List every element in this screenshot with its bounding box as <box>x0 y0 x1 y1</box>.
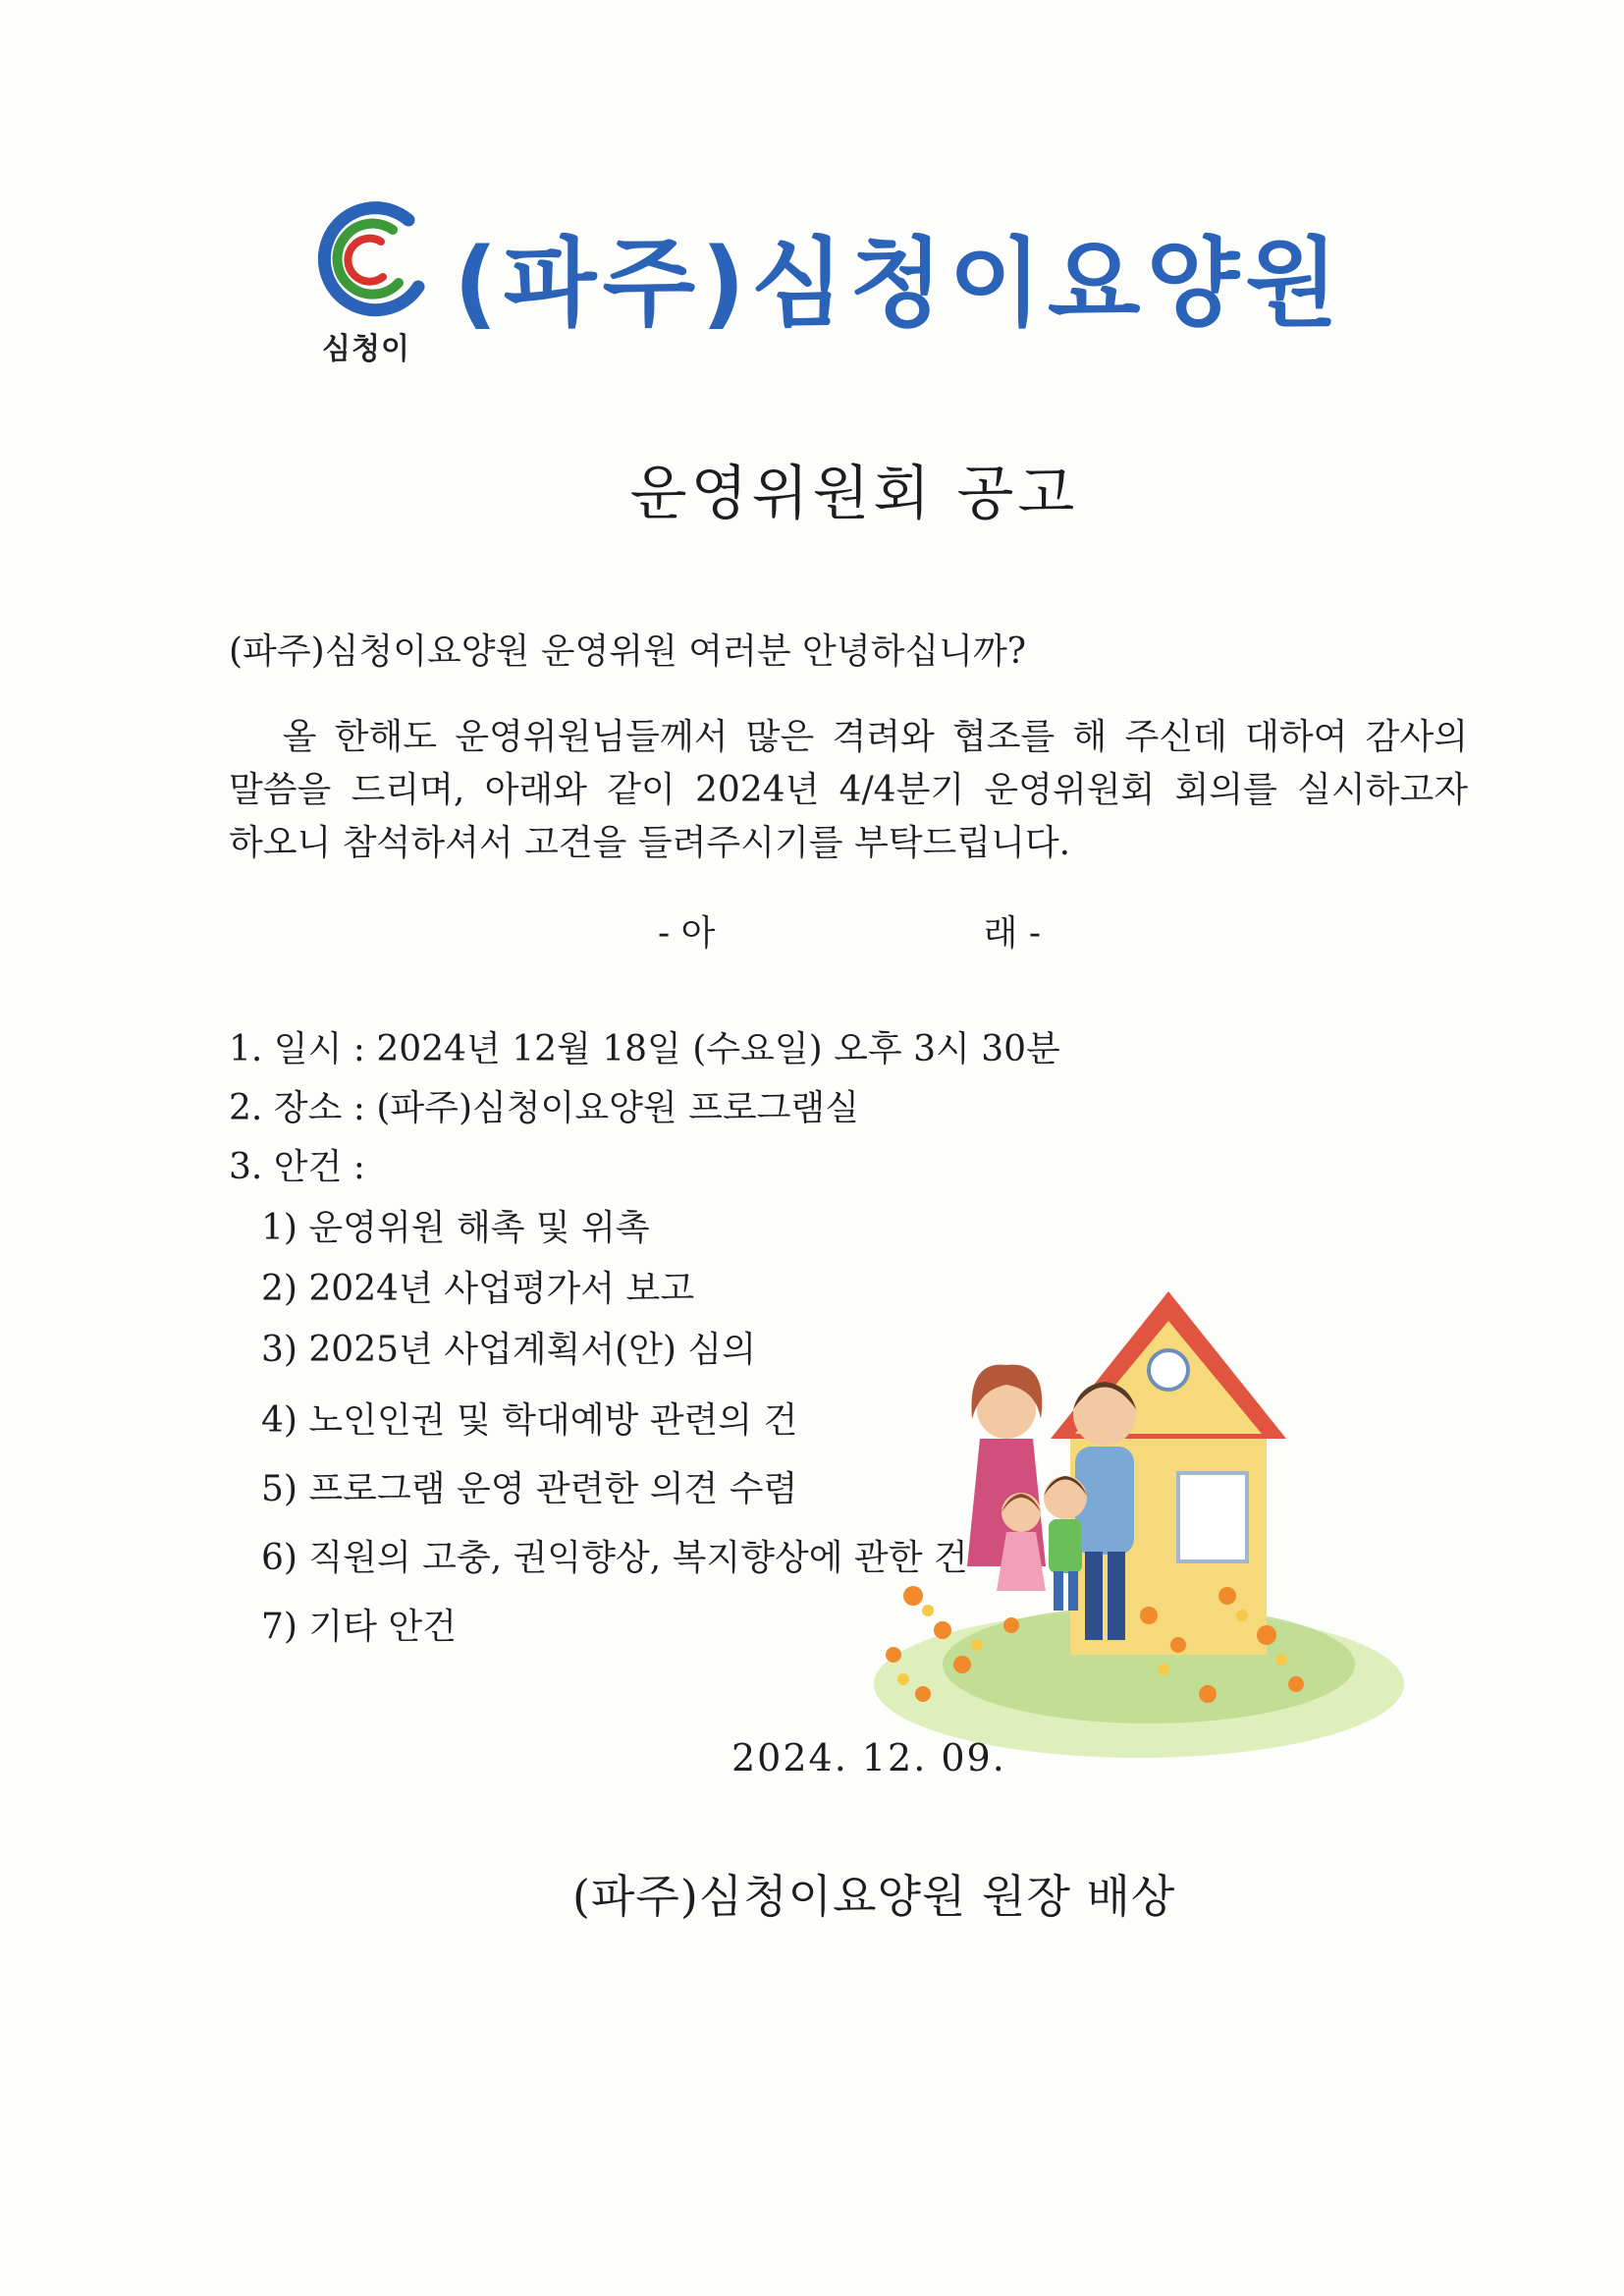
note-heading-left: - 아 <box>658 913 716 954</box>
item-agenda-heading: 3. 안건 : <box>229 1147 365 1187</box>
note-heading <box>658 905 1041 956</box>
agenda-item: 2) 2024년 사업평가서 보고 <box>261 1269 695 1309</box>
item-location: 2. 장소 : (파주)심청이요양원 프로그램실 <box>229 1088 859 1128</box>
announcement-date: 2024. 12. 09. <box>731 1736 1006 1779</box>
item-datetime: 1. 일시 : 2024년 12월 18일 (수요일) 오후 3시 30분 <box>229 1029 1060 1069</box>
agenda-item: 5) 프로그램 운영 관련한 의견 수렴 <box>261 1469 798 1509</box>
body-line: 올 한해도 운영위원님들께서 많은 격려와 협조를 해 주신데 대하여 감사의 <box>229 717 1468 757</box>
greeting-text: (파주)심청이요양원 운영위원 여러분 안녕하십니까? <box>229 631 1027 672</box>
agenda-item: 3) 2025년 사업계획서(안) 심의 <box>261 1330 756 1370</box>
organization-name: (파주)심청이요양원 <box>454 228 1344 340</box>
agenda-item: 6) 직원의 고충, 권익향상, 복지향상에 관한 건 <box>261 1538 968 1578</box>
agenda-item: 7) 기타 안건 <box>261 1607 457 1647</box>
agenda-item: 4) 노인인권 및 학대예방 관련의 건 <box>261 1400 798 1441</box>
body-line: 말씀을 드리며, 아래와 같이 2024년 4/4분기 운영위원회 회의를 실시하고자 <box>229 770 1468 810</box>
signature-line: (파주)심청이요양원 원장 배상 <box>572 1870 1176 1923</box>
logo-swirl-icon <box>302 196 430 324</box>
agenda-item: 1) 운영위원 해촉 및 위촉 <box>261 1208 650 1248</box>
logo-text: 심청이 <box>322 332 410 366</box>
note-heading-right: 래 - <box>983 913 1041 954</box>
document-title: 운영위원회 공고 <box>629 460 1079 528</box>
body-line: 하오니 참석하셔서 고견을 들려주시기를 부탁드립니다. <box>229 823 1071 863</box>
family-house-illustration <box>854 1272 1404 1763</box>
